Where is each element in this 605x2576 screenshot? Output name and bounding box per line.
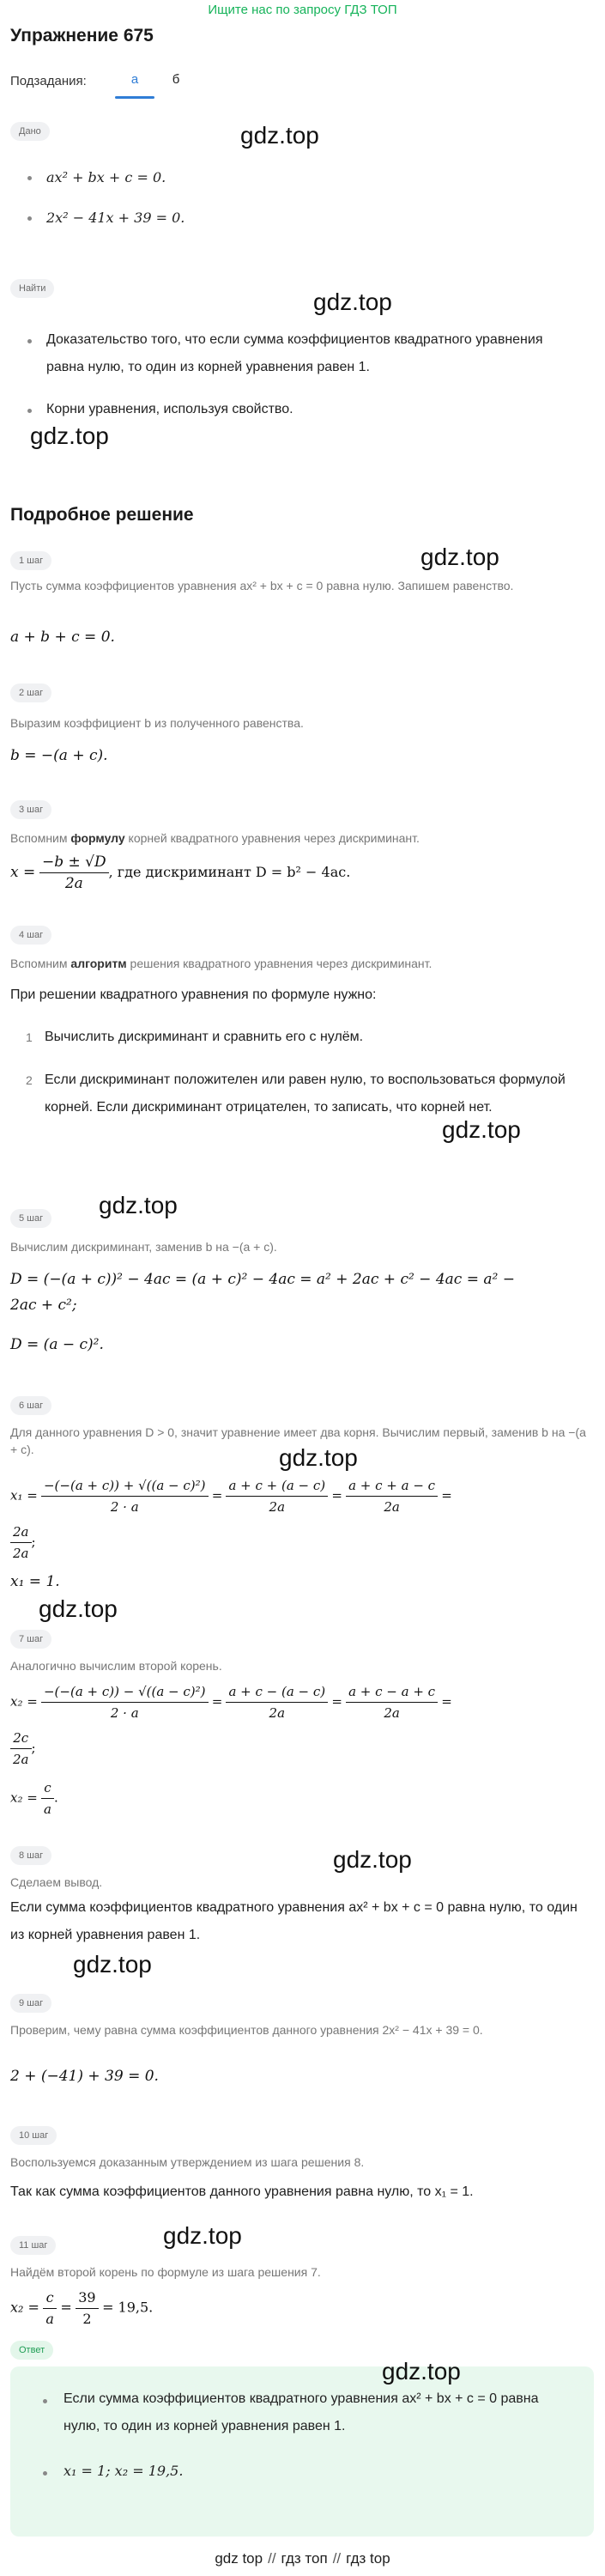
root2-result: x₂ = $\frac{c}{a}$ . xyxy=(10,1777,58,1820)
step-text: Сделаем вывод. xyxy=(10,1875,103,1889)
discriminant-calc: 2ac + c²; xyxy=(10,1297,77,1314)
active-tab-indicator xyxy=(115,96,154,99)
given-item: 2x² − 41x + 39 = 0. xyxy=(46,210,185,226)
watermark: gdz.top xyxy=(240,122,319,149)
answer-item: Если сумма коэффициентов квадратного уравнения ax² + bx + c = 0 равна нулю, то один из корней уравнения равен 1. xyxy=(64,2391,539,2433)
step-badge: 6 шаг xyxy=(10,1396,51,1415)
watermark: gdz.top xyxy=(163,2222,242,2249)
root1-result: x₁ = 1. xyxy=(10,1573,60,1590)
step-badge: 3 шаг xyxy=(10,800,51,819)
watermark: gdz.top xyxy=(442,1116,521,1143)
footer-links xyxy=(0,2550,605,2567)
step-badge: 4 шаг xyxy=(10,926,51,945)
solution-title: Подробное решение xyxy=(10,505,194,525)
list-number: 2 xyxy=(26,1073,33,1087)
conclusion-text: Если сумма коэффициентов квадратного уравнения ax² + bx + c = 0 равна нулю, то один из корней уравнения равен 1. xyxy=(10,1900,578,1942)
step-text: Проверим, чему равна сумма коэффициентов данного уравнения 2x² − 41x + 39 = 0. xyxy=(10,2023,483,2037)
search-hint-link[interactable]: Ищите нас по запросу ГДЗ ТОП xyxy=(208,3,397,17)
footer-link[interactable]: гдз top xyxy=(346,2550,390,2567)
subtasks-label: Подзадания: xyxy=(10,74,87,88)
step-formula: 2 + (−41) + 39 = 0. xyxy=(10,2068,159,2085)
step-formula: a + b + c = 0. xyxy=(10,629,115,646)
discriminant-calc: D = (−(a + c))² − 4ac = (a + c)² − 4ac = a² + 2ac + c² − 4ac = a² − xyxy=(10,1271,515,1288)
watermark: gdz.top xyxy=(333,1846,412,1873)
page-title: Упражнение 675 xyxy=(10,26,154,46)
step-badge: 5 шаг xyxy=(10,1209,51,1228)
step-badge: 1 шаг xyxy=(10,551,51,570)
tab-subtask-b[interactable]: б xyxy=(172,72,180,87)
watermark: gdz.top xyxy=(279,1444,358,1471)
step-badge: 8 шаг xyxy=(10,1846,51,1865)
step-text: Пусть сумма коэффициентов уравнения ax² + bx + c = 0 равна нулю. Запишем равенство. xyxy=(10,579,514,592)
algorithm-item: Если дискриминант положителен или равен нулю, то воспользоваться формулой корней. Если дискриминант отрицателен, то записать, что корней нет. xyxy=(45,1072,566,1115)
list-bullet xyxy=(27,409,32,413)
footer-separator: // xyxy=(268,2550,276,2567)
footer-link[interactable]: гдз топ xyxy=(281,2550,328,2567)
step-formula: b = −(a + c). xyxy=(10,747,108,764)
discriminant-result: D = (a − c)². xyxy=(10,1336,104,1353)
step-text: Выразим коэффициент b из полученного равенства. xyxy=(10,716,304,730)
list-bullet xyxy=(43,2471,47,2476)
step-text: Вспомним формулу корней квадратного уравнения через дискриминант. xyxy=(10,831,420,845)
step-text: Воспользуемся доказанным утверждением из шага решения 8. xyxy=(10,2155,365,2169)
list-bullet xyxy=(27,216,32,221)
footer-link[interactable]: gdz top xyxy=(215,2550,263,2567)
step-text: Для данного уравнения D > 0, значит уравнение имеет два корня. Вычислим первый, заменив b на −(a + c). xyxy=(10,1425,586,1456)
step-text: Вспомним алгоритм решения квадратного уравнения через дискриминант. xyxy=(10,957,433,970)
find-item: Корни уравнения, используя свойство. xyxy=(46,402,293,416)
root2-calc-cont: $\frac{2c}{2a}$ ; xyxy=(10,1728,36,1770)
list-number: 1 xyxy=(26,1030,33,1044)
answer-item: x₁ = 1; x₂ = 19,5. xyxy=(64,2463,184,2479)
algorithm-intro: При решении квадратного уравнения по формуле нужно: xyxy=(10,987,377,1002)
root2-final: x₂ = $\frac{c}{a}$ = $\frac{39}{2}$ = 19,5. xyxy=(10,2289,154,2327)
conclusion-text: Так как сумма коэффициентов данного уравнения равна нулю, то x₁ = 1. xyxy=(10,2184,474,2199)
list-bullet xyxy=(27,176,32,180)
root1-calc: x₁ = $\frac{\text{−(−(a + c)) + √((a − c)²)}}{2 \cdot a}$ = $\frac{a + c + (a - c)}{2a}$ = $\frac{a + c + a - c}{2a}$ = xyxy=(10,1475,452,1517)
watermark: gdz.top xyxy=(39,1595,118,1622)
watermark: gdz.top xyxy=(73,1951,152,1978)
root2-calc: x₂ = $\frac{\text{−(−(a + c)) − √((a − c)²)}}{2 \cdot a}$ = $\frac{a + c - (a - c)}{2a}$ = $\frac{a + c - a + c}{2a}$ = xyxy=(10,1681,452,1723)
tab-subtask-a[interactable]: а xyxy=(130,72,139,87)
footer-separator: // xyxy=(332,2550,342,2567)
find-badge: Найти xyxy=(10,279,54,298)
step-badge: 9 шаг xyxy=(10,1994,51,2013)
algorithm-item: Вычислить дискриминант и сравнить его с нулём. xyxy=(45,1030,364,1044)
given-item: ax² + bx + c = 0. xyxy=(46,169,166,185)
watermark: gdz.top xyxy=(30,422,109,449)
answer-badge: Ответ xyxy=(10,2341,53,2360)
step-badge: 10 шаг xyxy=(10,2126,57,2145)
given-badge: Дано xyxy=(10,122,50,141)
step-text: Вычислим дискриминант, заменив b на −(a + c). xyxy=(10,1240,277,1254)
step-badge: 2 шаг xyxy=(10,683,51,702)
step-text: Найдём второй корень по формуле из шага решения 7. xyxy=(10,2265,321,2279)
find-item: Доказательство того, что если сумма коэффициентов квадратного уравнения равна нулю, то один из корней уравнения равен 1. xyxy=(46,332,543,374)
watermark: gdz.top xyxy=(99,1192,178,1218)
step-badge: 7 шаг xyxy=(10,1630,51,1649)
watermark: gdz.top xyxy=(382,2358,461,2385)
watermark: gdz.top xyxy=(313,289,392,315)
step-badge: 11 шаг xyxy=(10,2236,56,2255)
root1-calc-cont: $\frac{2a}{2a}$ ; xyxy=(10,1522,36,1564)
discriminant-formula: x = $\frac{-b \pm √D}{2a}$ , где дискриминант D = b² − 4ac. xyxy=(10,854,351,892)
step-text: Аналогично вычислим второй корень. xyxy=(10,1659,222,1673)
list-bullet xyxy=(27,339,32,343)
list-bullet xyxy=(43,2399,47,2403)
watermark: gdz.top xyxy=(420,544,499,570)
